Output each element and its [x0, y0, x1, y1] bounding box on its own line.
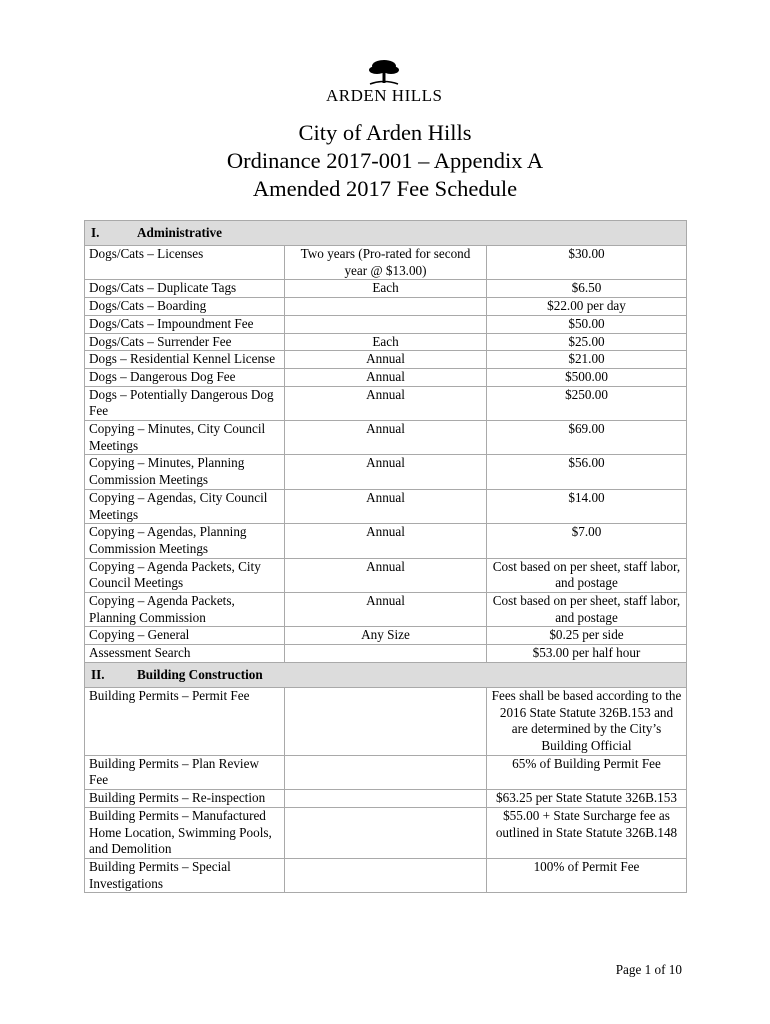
- fee-term: [285, 755, 487, 789]
- fee-item: Dogs/Cats – Impoundment Fee: [85, 315, 285, 333]
- section-header: [85, 221, 687, 246]
- fee-term: [285, 807, 487, 858]
- fee-amount: $500.00: [487, 368, 687, 386]
- fee-term: [285, 790, 487, 808]
- fee-amount: 100% of Permit Fee: [487, 858, 687, 892]
- page-number: Page 1 of 10: [615, 962, 682, 977]
- fee-item: Copying – Minutes, City Council Meetings: [85, 421, 285, 455]
- fee-amount: $55.00 + State Surcharge fee as outlined in State Statute 326B.148: [487, 807, 687, 858]
- section-title: Administrative: [137, 224, 222, 240]
- fee-row: [85, 455, 687, 489]
- fee-amount: $50.00: [487, 315, 687, 333]
- fee-item: Copying – Minutes, Planning Commission Meetings: [85, 455, 285, 489]
- fee-row: [85, 386, 687, 420]
- fee-item: Dogs/Cats – Boarding: [85, 298, 285, 316]
- fee-item: Copying – General: [85, 627, 285, 645]
- fee-amount: Cost based on per sheet, staff labor, and postage: [487, 593, 687, 627]
- fee-amount: $7.00: [487, 524, 687, 558]
- fee-item: Dogs/Cats – Duplicate Tags: [85, 280, 285, 298]
- fee-item: Dogs/Cats – Licenses: [85, 246, 285, 280]
- fee-row: [85, 807, 687, 858]
- fee-item: Building Permits – Permit Fee: [85, 687, 285, 755]
- fee-term: Annual: [285, 386, 487, 420]
- fee-amount: $250.00: [487, 386, 687, 420]
- fee-row: [85, 790, 687, 808]
- section-number: I.: [91, 224, 100, 240]
- fee-schedule-table: [84, 220, 687, 893]
- fee-amount: $6.50: [487, 280, 687, 298]
- fee-amount: $22.00 per day: [487, 298, 687, 316]
- city-title: City of Arden Hills: [298, 120, 472, 145]
- tree-icon: [326, 58, 442, 88]
- fee-term: Annual: [285, 421, 487, 455]
- fee-amount: $53.00 per half hour: [487, 645, 687, 663]
- fee-row: [85, 524, 687, 558]
- fee-item: Assessment Search: [85, 645, 285, 663]
- fee-row: [85, 246, 687, 280]
- fee-item: Building Permits – Plan Review Fee: [85, 755, 285, 789]
- fee-item: Dogs/Cats – Surrender Fee: [85, 333, 285, 351]
- fee-item: Copying – Agenda Packets, Planning Commission: [85, 593, 285, 627]
- fee-term: Each: [285, 280, 487, 298]
- fee-amount: 65% of Building Permit Fee: [487, 755, 687, 789]
- fee-amount: Fees shall be based according to the 2016 State Statute 326B.153 and are determined by the City’s Building Official: [487, 687, 687, 755]
- fee-amount: $0.25 per side: [487, 627, 687, 645]
- fee-row: [85, 489, 687, 523]
- fee-item: Dogs – Residential Kennel License: [85, 351, 285, 369]
- fee-row: [85, 687, 687, 755]
- fee-row: [85, 280, 687, 298]
- fee-item: Building Permits – Special Investigations: [85, 858, 285, 892]
- fee-amount: $63.25 per State Statute 326B.153: [487, 790, 687, 808]
- fee-amount: $30.00: [487, 246, 687, 280]
- fee-term: Annual: [285, 368, 487, 386]
- fee-term: [285, 645, 487, 663]
- section-number: II.: [91, 666, 105, 682]
- fee-term: Annual: [285, 351, 487, 369]
- logo-text: ARDEN HILLS: [326, 86, 443, 105]
- fee-row: [85, 858, 687, 892]
- section-title: Building Construction: [137, 666, 263, 682]
- schedule-title: Amended 2017 Fee Schedule: [252, 176, 518, 201]
- fee-row: [85, 645, 687, 663]
- section-header-cell: [85, 221, 687, 246]
- fee-row: [85, 298, 687, 316]
- fee-item: Copying – Agendas, Planning Commission Meetings: [85, 524, 285, 558]
- fee-amount: $21.00: [487, 351, 687, 369]
- fee-item: Copying – Agendas, City Council Meetings: [85, 489, 285, 523]
- fee-item: Dogs – Dangerous Dog Fee: [85, 368, 285, 386]
- arden-hills-logo: [326, 58, 442, 106]
- fee-row: [85, 558, 687, 592]
- fee-row: [85, 421, 687, 455]
- fee-amount: $69.00: [487, 421, 687, 455]
- fee-amount: $14.00: [487, 489, 687, 523]
- ordinance-title: Ordinance 2017-001 – Appendix A: [226, 148, 544, 173]
- fee-row: [85, 755, 687, 789]
- fee-term: [285, 298, 487, 316]
- fee-row: [85, 351, 687, 369]
- fee-term: Annual: [285, 524, 487, 558]
- fee-amount: $56.00: [487, 455, 687, 489]
- fee-item: Dogs – Potentially Dangerous Dog Fee: [85, 386, 285, 420]
- section-header-cell: [85, 662, 687, 687]
- fee-term: Annual: [285, 455, 487, 489]
- fee-row: [85, 315, 687, 333]
- fee-term: [285, 315, 487, 333]
- fee-term: Annual: [285, 489, 487, 523]
- section-header: [85, 662, 687, 687]
- fee-row: [85, 368, 687, 386]
- fee-item: Copying – Agenda Packets, City Council Meetings: [85, 558, 285, 592]
- fee-row: [85, 593, 687, 627]
- fee-item: Building Permits – Manufactured Home Location, Swimming Pools, and Demolition: [85, 807, 285, 858]
- fee-amount: Cost based on per sheet, staff labor, and postage: [487, 558, 687, 592]
- fee-amount: $25.00: [487, 333, 687, 351]
- fee-row: [85, 627, 687, 645]
- fee-term: [285, 687, 487, 755]
- fee-term: Any Size: [285, 627, 487, 645]
- fee-term: Annual: [285, 558, 487, 592]
- fee-term: Each: [285, 333, 487, 351]
- fee-row: [85, 333, 687, 351]
- fee-term: Annual: [285, 593, 487, 627]
- fee-item: Building Permits – Re-inspection: [85, 790, 285, 808]
- fee-term: Two years (Pro-rated for second year @ $13.00): [285, 246, 487, 280]
- fee-term: [285, 858, 487, 892]
